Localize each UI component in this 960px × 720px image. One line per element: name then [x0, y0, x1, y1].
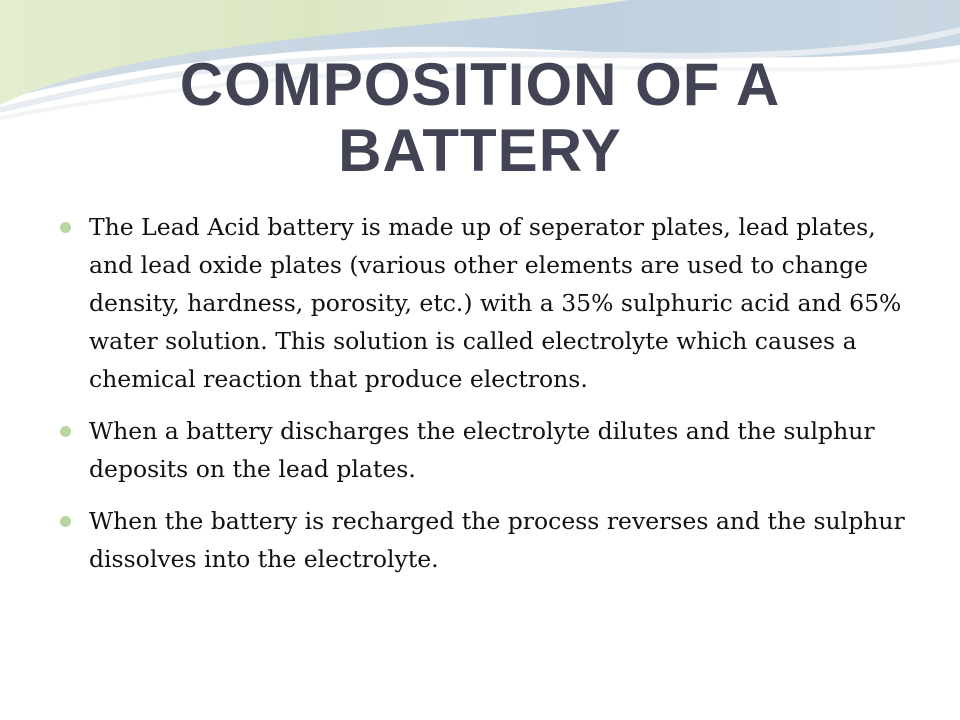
- bullet-text: When the battery is recharged the process reverses and the sulphur dissolves into the electrolyte.: [89, 507, 905, 573]
- bullet-item: [60, 208, 910, 398]
- bullet-marker-icon: [60, 222, 71, 233]
- bullet-text: When a battery discharges the electrolyte dilutes and the sulphur deposits on the lead plates.: [89, 417, 875, 483]
- title-line-1: COMPOSITION OF A: [179, 51, 781, 118]
- slide-title: [60, 52, 900, 184]
- title-line-2: BATTERY: [338, 117, 622, 184]
- bullet-list: [60, 208, 910, 592]
- bullet-text: The Lead Acid battery is made up of seperator plates, lead plates, and lead oxide plates (various other elements are used to change density, hardness, porosity, etc.) with a 35% sulphuric acid and 65% water solution. This solution is called electrolyte which causes a chemical reaction that produce electrons.: [89, 213, 902, 393]
- bullet-item: [60, 502, 910, 578]
- bullet-item: [60, 412, 910, 488]
- bullet-marker-icon: [60, 516, 71, 527]
- bullet-marker-icon: [60, 426, 71, 437]
